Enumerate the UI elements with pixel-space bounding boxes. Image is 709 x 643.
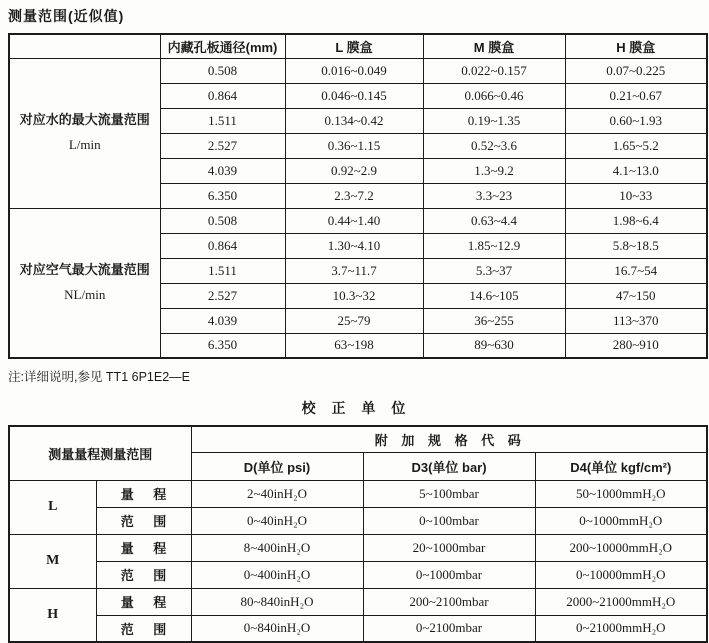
l-cell: 63~198: [285, 333, 423, 358]
h-span-row: [9, 615, 707, 642]
m-cell: 5.3~37: [423, 258, 565, 283]
h-cell: 1.65~5.2: [565, 133, 707, 158]
range-label: 量 程: [96, 534, 191, 561]
bore-cell: 0.508: [160, 58, 285, 83]
kgf-cell: 50~1000mmH₂O: [535, 480, 707, 507]
bar-cell: 0~2100mbar: [363, 615, 535, 642]
h-cell: 1.98~6.4: [565, 208, 707, 233]
h-cell: 0.60~1.93: [565, 108, 707, 133]
l-cell: 3.7~11.7: [285, 258, 423, 283]
col-header-h-capsule: H 膜盒: [565, 34, 707, 58]
range-label: 量 程: [96, 588, 191, 615]
corner-header: 测量量程测量范围: [9, 426, 191, 480]
h-cell: 4.1~13.0: [565, 158, 707, 183]
psi-cell: 0~40inH₂O: [191, 507, 363, 534]
bar-cell: 5~100mbar: [363, 480, 535, 507]
h-cell: 0.07~0.225: [565, 58, 707, 83]
kgf-cell: 0~10000mmH₂O: [535, 561, 707, 588]
bore-cell: 1.511: [160, 258, 285, 283]
bore-cell: 0.864: [160, 233, 285, 258]
l-cell: 0.36~1.15: [285, 133, 423, 158]
bore-cell: 6.350: [160, 333, 285, 358]
h-range-row: [9, 588, 707, 615]
bore-cell: 2.527: [160, 283, 285, 308]
l-cell: 0.046~0.145: [285, 83, 423, 108]
h-cell: 113~370: [565, 308, 707, 333]
bar-cell: 0~100mbar: [363, 507, 535, 534]
m-cell: 1.3~9.2: [423, 158, 565, 183]
kgf-cell: 2000~21000mmH₂O: [535, 588, 707, 615]
m-cell: 89~630: [423, 333, 565, 358]
m-cell: 36~255: [423, 308, 565, 333]
l-cell: 10.3~32: [285, 283, 423, 308]
h-cell: 5.8~18.5: [565, 233, 707, 258]
range-label: 量 程: [96, 480, 191, 507]
calibration-units-title: 校 正 单 位: [301, 400, 408, 416]
psi-cell: 0~840inH₂O: [191, 615, 363, 642]
m-cell: 0.066~0.46: [423, 83, 565, 108]
col-header-bore: 内藏孔板通径(mm): [160, 34, 285, 58]
h-cell: 16.7~54: [565, 258, 707, 283]
bore-cell: 2.527: [160, 133, 285, 158]
bore-cell: 4.039: [160, 158, 285, 183]
bore-cell: 0.508: [160, 208, 285, 233]
kgf-cell: 200~10000mmH₂O: [535, 534, 707, 561]
water-group-unit: L/min: [68, 137, 101, 152]
h-cell: 10~33: [565, 183, 707, 208]
bar-cell: 200~2100mbar: [363, 588, 535, 615]
l-range-row: [9, 480, 707, 507]
l-cell: 25~79: [285, 308, 423, 333]
bore-cell: 4.039: [160, 308, 285, 333]
h-cell: 0.21~0.67: [565, 83, 707, 108]
psi-cell: 0~400inH₂O: [191, 561, 363, 588]
water-row-1: [9, 58, 707, 83]
col-header-d-psi: D(单位 psi): [191, 452, 363, 480]
span-label: 范 围: [96, 561, 191, 588]
h-cell: 280~910: [565, 333, 707, 358]
letter-cell-m: M: [9, 534, 96, 588]
m-cell: 0.022~0.157: [423, 58, 565, 83]
psi-cell: 80~840inH₂O: [191, 588, 363, 615]
l-cell: 2.3~7.2: [285, 183, 423, 208]
bore-cell: 6.350: [160, 183, 285, 208]
letter-cell-h: H: [9, 588, 96, 642]
col-header-d3-bar: D3(单位 bar): [363, 452, 535, 480]
col-header-d4-kgf: D4(单位 kgf/cm²): [535, 452, 707, 480]
m-range-row: [9, 534, 707, 561]
bore-cell: 1.511: [160, 108, 285, 133]
table2-header-row-1: [9, 426, 707, 452]
m-span-row: [9, 561, 707, 588]
kgf-cell: 0~21000mmH₂O: [535, 615, 707, 642]
h-cell: 47~150: [565, 283, 707, 308]
col-header-m-capsule: M 膜盒: [423, 34, 565, 58]
water-group-label-text: 对应水的最大流量范围: [19, 112, 150, 128]
col-header-l-capsule: L 膜盒: [285, 34, 423, 58]
m-cell: 0.19~1.35: [423, 108, 565, 133]
psi-cell: 8~400inH₂O: [191, 534, 363, 561]
air-group-unit: NL/min: [64, 286, 106, 302]
air-group-label: [9, 208, 160, 358]
m-cell: 1.85~12.9: [423, 233, 565, 258]
measurement-range-table: [8, 33, 708, 359]
m-cell: 3.3~23: [423, 183, 565, 208]
water-group-label: [9, 58, 160, 208]
l-cell: 0.016~0.049: [285, 58, 423, 83]
kgf-cell: 0~1000mmH₂O: [535, 507, 707, 534]
bore-cell: 0.864: [160, 83, 285, 108]
l-cell: 1.30~4.10: [285, 233, 423, 258]
span-label: 范 围: [96, 615, 191, 642]
spec-code-group-header: 附 加 规 格 代 码: [191, 426, 707, 452]
m-cell: 0.63~4.4: [423, 208, 565, 233]
table1-header-row: [9, 34, 707, 58]
bar-cell: 0~1000mbar: [363, 561, 535, 588]
l-span-row: [9, 507, 707, 534]
air-row-1: [9, 208, 707, 233]
empty-corner-cell: [9, 34, 160, 58]
air-group-label-text: 对应空气最大流量范围: [19, 262, 150, 278]
m-cell: 0.52~3.6: [423, 133, 565, 158]
span-label: 范 围: [96, 507, 191, 534]
calibration-units-table: [8, 425, 708, 643]
psi-cell: 2~40inH₂O: [191, 480, 363, 507]
letter-cell-l: L: [9, 480, 96, 534]
bar-cell: 20~1000mbar: [363, 534, 535, 561]
l-cell: 0.44~1.40: [285, 208, 423, 233]
l-cell: 0.134~0.42: [285, 108, 423, 133]
measurement-range-title: 测量范围(近似值): [8, 8, 125, 24]
m-cell: 14.6~105: [423, 283, 565, 308]
l-cell: 0.92~2.9: [285, 158, 423, 183]
footnote: 注:详细说明,参见 TT1 6P1E2—E: [8, 370, 190, 384]
